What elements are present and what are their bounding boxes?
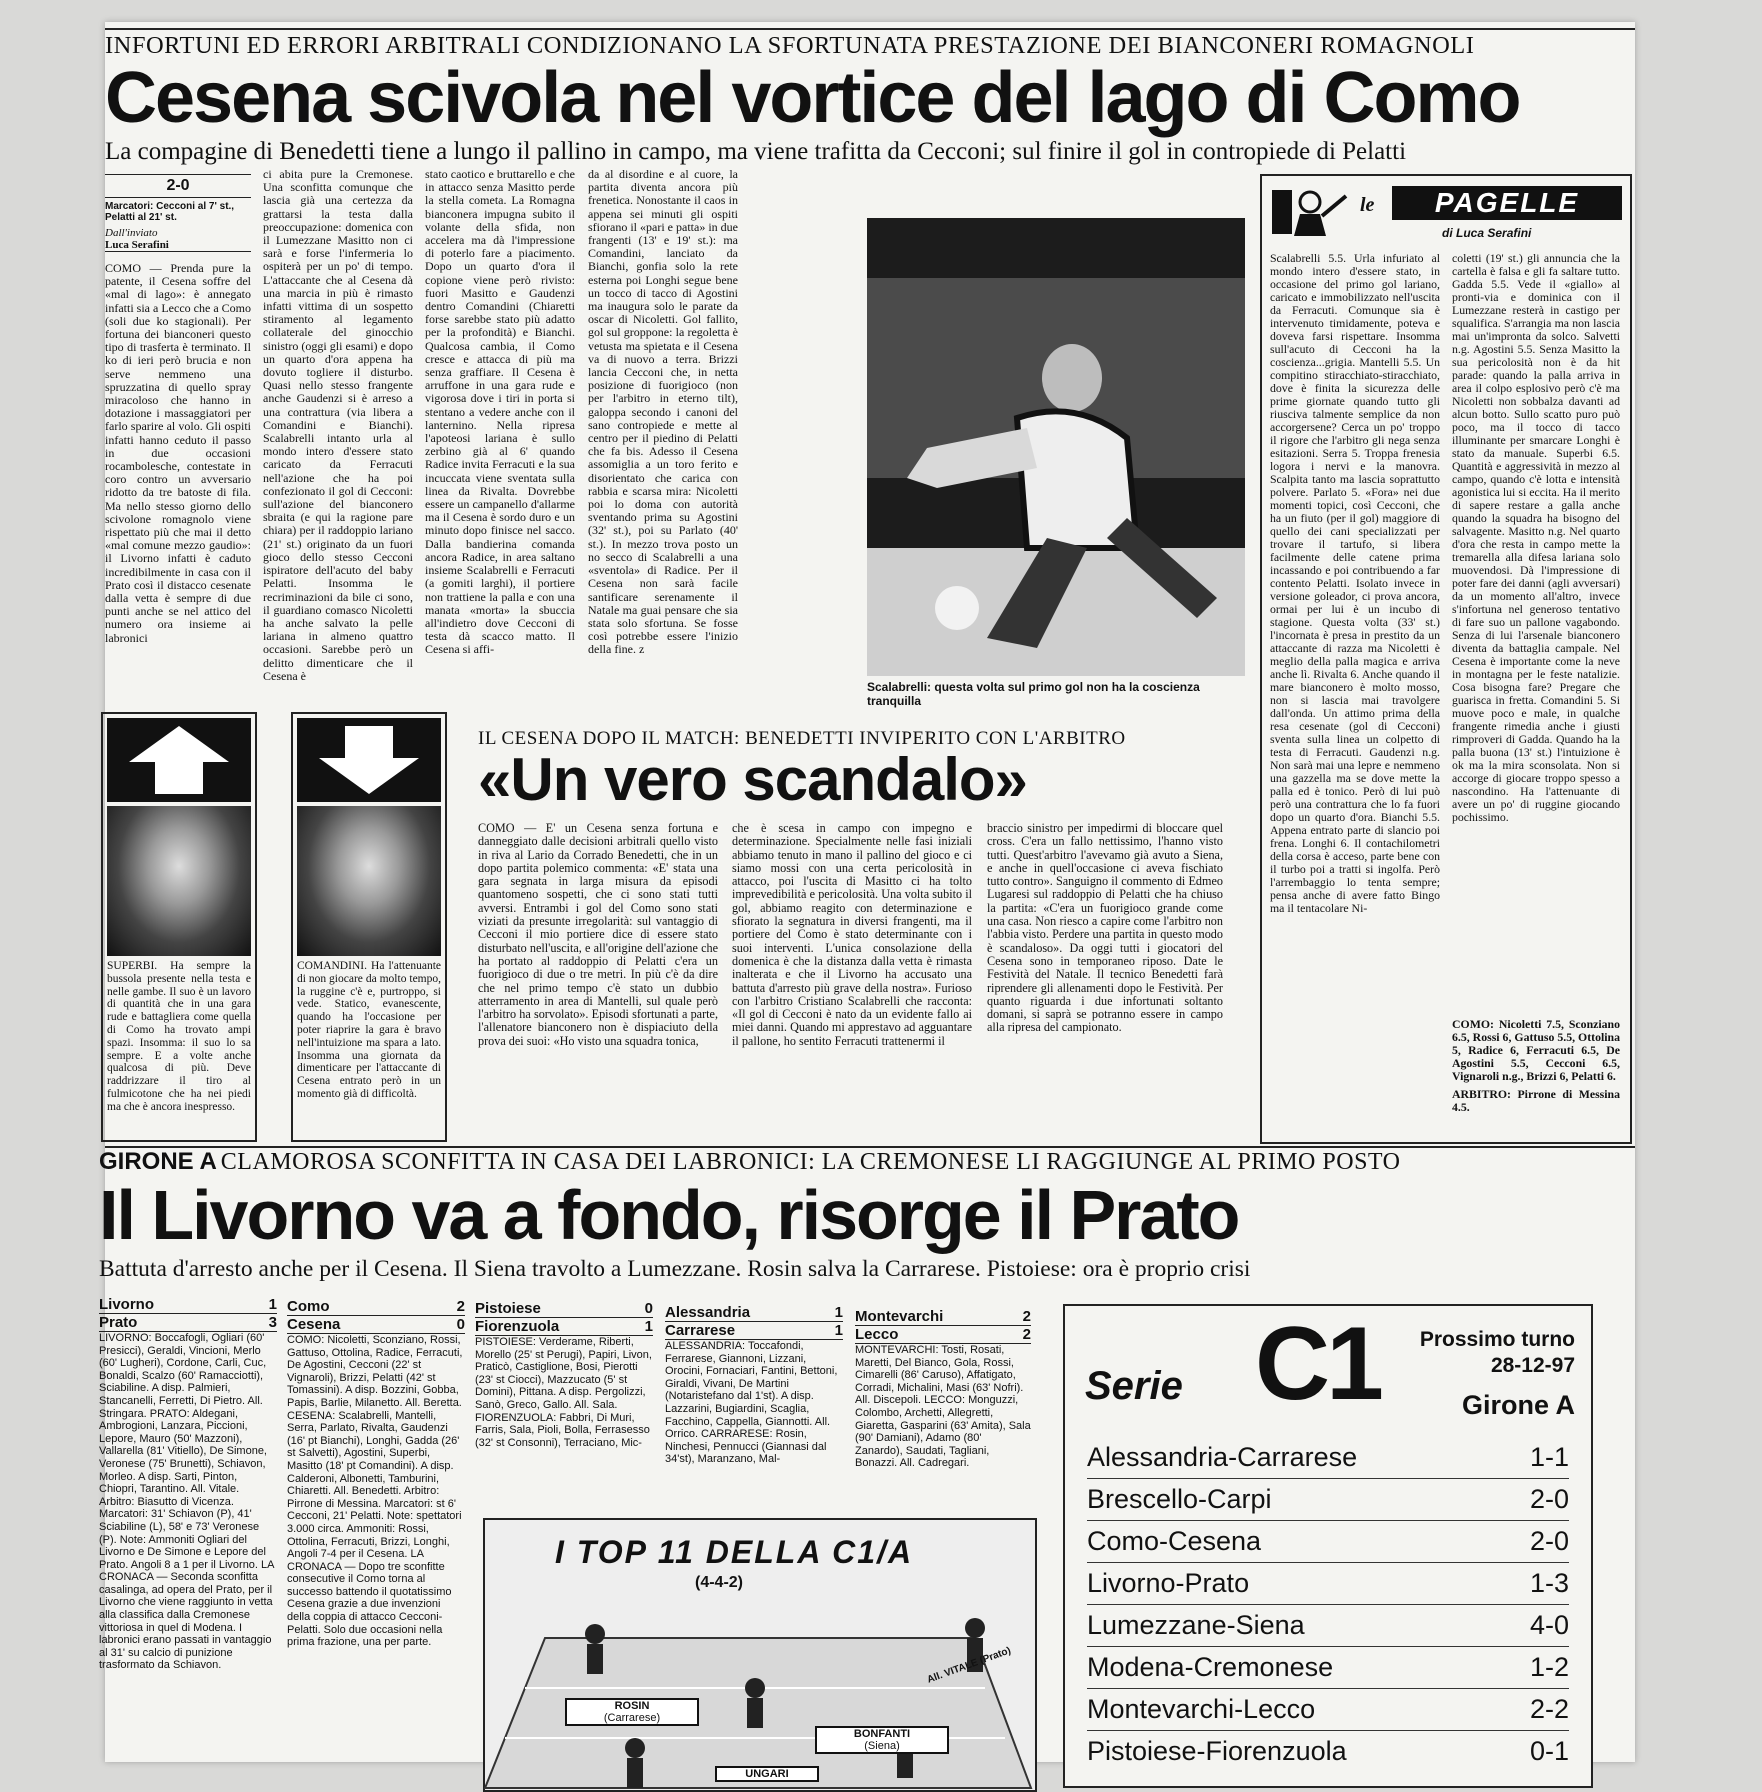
article1-column-1: COMO — Prenda pure la patente, il Cesena soffre del «mal di lago»: è annegato infatti sia a Lecco che a Como (soli due ko stagionali). Per fortuna dei bianconeri questo tipo di trasferta è terminato. Il ko di ieri però brucia e non serve nemmeno una spruzzatina di quello spray miracoloso che hanno in dotazione i massaggiatori per farlo sparire al volo. Gli ospiti infatti hanno ceduto il passo in due occasioni rocambolesche, contestate in coro contro un avversario ridotto da tre batoste di fila. Ma nello stesso giorno dello scivolone romagnolo viene rispettato più che mai il detto «mal comune mezzo gaudio»: il Livorno infatti è caduto incredibilmente in casa con il Prato così il distacco cesenate dalla vetta è sempre di due punti anche se nel attico del numero ora insieme ai labronici [105, 261, 251, 645]
dateline: Dall'inviato [105, 227, 158, 239]
girone-title: Girone A [1461, 1390, 1575, 1420]
article1-column-4: da al disordine e al cuore, la partita diventa ancora più frenetica. Nonostante il caos in appena sei minuti gli ospiti sfiorano il «pari e patta» in due frangenti (13' e 19' st.): ma Comandini, lanciato da Bianchi, gonfia solo la rete esterna poi Longhi segue bene un tocco di tacco di Agostini ma inaugura solo le parate da oscar di Nicoletti. Gol fallito, gol sul groppone: la regoletta è vetusta ma spietata e il Cesena va di nuovo a terra. Brizzi lancia Cecconi che, in netta posizione di fuorigioco (non per l'arbitro in eterno tilt), galoppa secondo i canoni del sano contropiede e mette al centro per il piedino di Pelatti che fa bis. Adesso il Cesena assomiglia a un toro ferito e disorientato che carica con rabbia e scarsa mira: Nicoletti poi lo doma con autorità sventando prima su Agostini (32' st.), poi su Parlato (40' st.). In mezzo trova posto un no secco di Scalabrelli a una «sventola» di Radice. Per il Cesena non sarà facile santificare serenamente il Natale ma guai pensare che sia stata solo sfortuna. Se fosse così potrebbe essere l'inizio della fine. z [588, 167, 738, 657]
pagelle-arbitro-rating: ARBITRO: Pirrone di Messina 4.5. [1452, 1087, 1620, 1114]
article2-headline: «Un vero scandalo» [478, 746, 1027, 813]
match-como-cesena [287, 1298, 465, 1764]
top11-formation: (4-4-2) [695, 1574, 744, 1591]
article1-deck: La compagine di Benedetti tiene a lungo il pallino in campo, ma viene trafitta da Cecconi; sul finire il gol in contropiede di Pelatti [105, 138, 1407, 165]
match-report: COMO: Nicoletti, Sconziano, Rossi, Gattuso, Ottolina, Radice, Ferracuti, De Agostini, Cecconi (22' st Vignaroli), Brizzi, Pelatti (42' st Tomassini). A disp. Bozzini, Gobba, Papis, Barlie, Milanetto. All. Beretta. CESENA: Scalabrelli, Mantelli, Serra, Parlato, Rivalta, Gaudenzi (16' pt Bianchi), Longhi, Gadda (26' st Salvetti), Agostini, Superbi, Masitto (18' pt Comandini). A disp. Calderoni, Albonetti, Tamburini, Chiaretti. All. Benedetti. Arbitro: Pirrone di Messina. Marcatori: st 6' Cecconi, 21' Pelatti. Note: spettatori 3.000 circa. Ammoniti: Rossi, Ottolina, Ferracuti, Brizzi, Longhi, Angoli 7-4 per il Cesena. LA CRONACA — Dopo tre sconfitte consecutive il Como torna al successo battendo il quotatissimo Cesena grazie a due invenzioni della coppia di attacco Cecconi-Pelatti. Solo due occasioni nella prima frazione, una per parte. [287, 1334, 463, 1649]
article1-kicker: INFORTUNI ED ERRORI ARBITRALI CONDIZIONANO LA SFORTUNATA PRESTAZIONE DEI BIANCONERI ROMAGNOLI [105, 32, 1475, 59]
goalkeeper-figure-icon [867, 218, 1245, 676]
result-row: Alessandria-Carrarese 1-1 [1087, 1438, 1569, 1479]
match-alessandria-carrarese [665, 1304, 843, 1530]
newspaper-page [99, 22, 1635, 1780]
top11-coach: All. VITALE (Prato) [925, 1645, 1013, 1686]
comandini-caption: COMANDINI. Ha l'attenuante di non giocare da molto tempo, la ruggine c'è e, purtroppo, si vede. Statico, evanescente, quando ha l'occasione per poter riaprire la gara è bravo nell'intuizione ma spara a lato. Insomma una giornata da dimenticare per l'attaccante di Cesena entrato però in un momento già di difficoltà. [297, 960, 441, 1100]
comandini-portrait [297, 806, 441, 956]
match-team2-row: Cesena 0 [287, 1316, 465, 1333]
results-box [1063, 1304, 1593, 1788]
pagelle-title-prefix: le [1360, 194, 1375, 216]
superbi-portrait [107, 806, 251, 956]
referee-cartoon-icon [1270, 186, 1350, 238]
pagelle-byline: di Luca Serafini [1442, 226, 1532, 240]
arrow-up-icon [107, 718, 251, 802]
result-row: Brescello-Carpi 2-0 [1087, 1480, 1569, 1521]
match-team2-row: Carrarese 1 [665, 1322, 843, 1339]
byline: Luca Serafini [105, 239, 251, 252]
article2-kicker: IL CESENA DOPO IL MATCH: BENEDETTI INVIPERITO CON L'ARBITRO [478, 728, 1126, 749]
article2-column-3: braccio sinistro per impedirmi di bloccare quel cross. C'era un fallo nettissimo, l'hanno visto tutti. Quest'arbitro l'avevamo già avuto a Siena, e anche in quell'occasione ci aveva fischiato tutto contro». Sanguigno il commento di Edmeo Lugaresi sul raddoppio di Pelatti che ha chiuso la partita: «C'era un fuorigioco grande come una casa. Non riesco a capire come l'arbitro non l'abbia visto. Perdere una partita in questo modo è scandaloso». Da oggi tutti i giocatori del Cesena sono in temporaneo riposo. Date le Festività del Natale. Il tecnico Benedetti farà riprendere gli allenamenti dopo le Festività. Per quanto riguarda i due infortunati soltanto domani, si saprà se potranno essere in campo alla ripresa del campionato. [987, 821, 1223, 1035]
serie-label: Serie [1085, 1364, 1183, 1408]
top11-player-card: ROSIN (Carrarese) [565, 1698, 699, 1726]
superbi-caption: SUPERBI. Ha sempre la bussola presente nella testa e nelle gambe. Il suo è un lavoro di quantità che in una gara rude e battagliera come quella di Como ha trovato ampi spazi. Insomma: il suo lo sa sempre. E a volte anche qualcosa di più. Deve raddrizzare il tiro al fulmicotone che ha nei piedi ma che è ancora inespresso. [107, 960, 251, 1113]
match-report: MONTEVARCHI: Tosti, Rosati, Maretti, Del Bianco, Gola, Rossi, Cimarelli (86' Caruso), Affatigato, Corradi, Michalini, Masi (63' Nofri). All. Discepoli. LECCO: Monguzzi, Colombo, Archetti, Allegretti, Giaretta, Gasparini (63' Amita), Sala (90' Damiani), Adamo (80' Zanardo), Saudati, Tagliani, Bonazzi. All. Cadregari. [855, 1344, 1031, 1470]
photo-caption: Scalabrelli: questa volta sul primo gol non ha la coscienza tranquilla [867, 680, 1200, 708]
match-team1-row: Pistoiese 0 [475, 1300, 653, 1317]
superbi-box [101, 712, 257, 1142]
top11-player-card: UNGARI [715, 1766, 819, 1782]
article3-deck: Battuta d'arresto anche per il Cesena. Il Siena travolto a Lumezzane. Rosin salva la Carrarese. Pistoiese: ora è proprio crisi [99, 1256, 1251, 1282]
match-team1-row: Livorno 1 [99, 1296, 277, 1313]
article3-headline: Il Livorno va a fondo, risorge il Prato [99, 1176, 1239, 1254]
match-team2-row: Prato 3 [99, 1314, 277, 1331]
match-team1-row: Como 2 [287, 1298, 465, 1315]
article1-info-box [105, 174, 251, 252]
up-arrow-panel [107, 718, 251, 802]
next-round-date: 28-12-97 [1490, 1354, 1575, 1377]
match-team1-row: Montevarchi 2 [855, 1308, 1031, 1325]
result-row: Livorno-Prato 1-3 [1087, 1564, 1569, 1605]
girone-label: GIRONE A [99, 1148, 217, 1175]
football-pitch-icon [485, 1598, 1031, 1788]
result-row: Pistoiese-Fiorenzuola 0-1 [1087, 1736, 1569, 1766]
article1-column-2: ci abita pure la Cremonese. Una sconfitta comunque che lascia già una certezza da grattarsi la testa dalla preoccupazione: domenica con il Lumezzane Masitto non ci sarà e forse l'infermeria lo ospiterà per un po' di tempo. L'attaccante che al Cesena dà una marcia in più è rimasto infatti vittima di un sospetto stiramento al legamento collaterale del ginocchio sinistro (oggi gli esami) e dopo un quarto d'ora appena ha dovuto togliere il disturbo. Quasi nello stesso frangente anche Gaudenzi si è arreso a una contrattura (via libera a Comandini e Bianchi). Scalabrelli intanto urla al mondo intero d'essere stato caricato da Ferracuti nell'azione che ha poi confezionato il gol di Cecconi: sull'azione del bianconero sbraita (e qui la ragione pare chiara) per il raddoppio lariano (21' st.) originato da un fuori gioco dello stesso Cecconi ispiratore dell'acuto del baby Pelatti. Insomma le recriminazioni da bile ci sono, il guardiano comasco Nicoletti ha anche salvato la pelle lariana in almeno quattro occasioni. Sarebbe però un delitto dimenticare che il Cesena è [263, 167, 413, 683]
pagelle-column-1: Scalabrelli 5.5. Urla infuriato al mondo intero d'essere stato, in occasione del primo gol lariano, caricato e immobilizzato nell'uscita da Ferracuti. Comunque sia è intervenuto timidamente, poteva e doveva farsi rispettare. Insomma sull'acuto di Cecconi ha la coscienza...grigia. Mantelli 5.5. Un compitino stiracchiato-stiracchiato, dove è finita la sicurezza delle prime giornate quando tutto gli riusciva talmente semplice da non accorgersene? Cerca un po' troppo il rigore che l'arbitro gli nega senza esitazioni. Serra 5. Troppa frenesia logora i nervi e la manovra. Scalpita tanto ma lascia soprattutto polvere. Parlato 5. «Fora» nei due momenti topici, così Cecconi, che ha un fiuto (per il gol) maggiore di quello dei cani specializzati per trovare il tartufo, si libera facilmente delle catene prima incassando e poi contribuendo a far contento Pelatti. Isolato invece in versione goleador, ci prova ancora, ormai per lui è un incubo di stagione. Questa volta (33' st.) l'incornata è presa in prestito da un attaccante di razza ma Nicoletti è meglio della palla magica e arriva anche lì. Rivalta 6. Anche quando il mare bianconero è molto mosso, non si lascia mai travolgere dall'onda. Un attimo prima della resa cesenate (gol di Cecconi) sventa sulla linea un colpetto di testa di Ferracuti. Gaudenzi n.g. Non sarà mai una lepre e nemmeno una gazzella ma se dove mette la palla ed è tonico. Però di lui può però una contrattura che lo fa fuori dopo un quarto d'ora. Bianchi 5.5. Appena entrato parte di slancio poi frena. Longhi 6. Il contachilometri della corsa è acceso, parte bene con il turbo poi a tratti si ingolfa. Però l'arrembaggio lo tenta sempre; pensa anche di avere fatto Bingo ma il tentacolare Ni- [1270, 251, 1440, 915]
article2-column-2: che è scesa in campo con impegno e determinazione. Specialmente nelle fasi iniziali abbiamo tenuto in mano il pallino del gioco e ci siamo mossi con una certa pericolosità in attacco, poi l'uscita di Masitto ci ha tolto imprevedibilità e pericolosità. Una volta subito il gol, abbiamo reagito con determinazione e sfiorato la segnatura in diversi frangenti, ma il portiere del Como è stato determinante con i suoi interventi. L'unica consolazione della domenica è che la distanza dalla vetta è rimasta inalterata e che il Livorno ha accusato una battuta d'arresto più grave della nostra». Furioso con l'arbitro Cristiano Scalabrelli che racconta: «Il gol di Cecconi è nato da un evidente fallo ai miei danni. Quando mi apprestavo ad agguantare il pallone, ho sentito Ferracuti trattenermi il [732, 821, 972, 1048]
next-round-label: Prossimo turno [1419, 1328, 1575, 1351]
article2-column-1: COMO — E' un Cesena senza fortuna e danneggiato dalle decisioni arbitrali quello visto in riva al Lario da Corrado Benedetti, che in un dopo partita polemico commenta: «E' stata una gara segnata in larga misura da episodi quantomeno sospetti, che ci sono stati tutti avversi. Entrambi i gol del Como sono stati viziati da presunte irregolarità: sul vantaggio di Cecconi il mio portiere dice di essere stato disturbato nell'uscita, e all'origine dell'azione che ha portato al raddoppio di Pelatti c'era un fuorigioco di due o tre metri. In più c'è da dire che nel primo tempo c'è stato un dubbio atterramento in area di Mantelli, sul quale però l'arbitro ha sorvolato». Episodi sfortunati a parte, l'allenatore bianconero non è dispiaciuto della prova dei suoi: «Ho visto una squadra tonica, [478, 821, 718, 1048]
match-pistoiese-fiorenzuola [475, 1300, 653, 1532]
match-team1-row: Alessandria 1 [665, 1304, 843, 1321]
match-team2-row: Lecco 2 [855, 1326, 1031, 1343]
arrow-down-icon [297, 718, 441, 802]
top11-title: I TOP 11 DELLA C1/A [555, 1534, 914, 1570]
top11-player-card: BONFANTI (Siena) [815, 1726, 949, 1754]
top11-graphic [483, 1518, 1037, 1792]
result-row: Montevarchi-Lecco 2-2 [1087, 1690, 1569, 1731]
article1-column-3: stato caotico e bruttarello e che in attacco senza Masitto perde la stella cometa. La Romagna bianconera impugna subito il volante della sfida, non accelera ma dà l'impressione di poterlo fare a piacimento. Dopo un quarto d'ora il copione viene però rivisto: fuori Masitto e Gaudenzi dentro Comandini (Chiaretti forse sarebbe stato più adatto per la profondità) e Bianchi. Qualcosa cambia, il Como cresce e attacca di più ma senza graffiare. Il Cesena è arruffone in una gara rude e vigorosa dove i tiri in porta si stentano a vedere anche con il lanternino. Nella ripresa l'apoteosi lariana è sullo zerbino già al 6' quando Radice invita Ferracuti e la sua incuccata viene sventata sulla linea da Rivalta. Dovrebbe essere un campanello d'allarme ma il Cesena è sordo duro e un minuto dopo finisce nel sacco. Dalla bandierina comanda ancora Radice, in area saltano insieme Scalabrelli e Ferracuti (a gomiti larghi), il portiere non trattiene la palla e con una manata «morta» la sbuccia all'indietro dove Cecconi di testa dà scacco matto. Il Cesena si affi- [425, 167, 575, 657]
score-line: 2-0 [105, 174, 251, 198]
article3-kicker-line [99, 1148, 1400, 1176]
pagelle-column-2: coletti (19' st.) gli annuncia che la cartella è falsa e gli fa saltare tutto. Gadda 5.5. Vede il «giallo» al pronti-via e dominica con il Lumezzane resterà in castigo per squalifica. S'arrangia ma non lascia mai un'impronta da solco. Salvetti n.g. Agostini 5.5. Senza Masitto la sua pericolosità non è da hit parade: quando la palla arriva in area il colpo esplosivo però c'è ma Nicoletti non sobbalza davanti ad alcun botto. Sullo scatto puro può poco, ma il tocco di tacco illuminante per smarcare Longhi è stato da manuale. Superbi 6.5. Quantità e aggressività in mezzo al campo, quando c'è lotta e intensità agonistica lui si eccita. Ha il merito di sapere restare a galla anche quando la squadra ha bisogno del salvagente. Masitto n.g. Nel quarto d'ora che resta in campo mette la tremarella alla difesa lariana solo muovendosi. Dà l'impressione di poter fare dei danni (agli avversari) da un momento all'altro, invece s'infortuna nel generoso tentativo di fare suo un pallone vagabondo. Senza di lui l'arsenale bianconero diventa da battaglia campale. Nel Cesena è importante come la neve in montagna per le feste natalizie. Cosa bisogna fare? Pregare che guarisca in fretta. Comandini 5. Si muove poco e male, in qualche frangente rimedia anche i giusti rimproveri di Gadda. Quando ha la palla buona (13' st.) l'intuizione è ok ma la mira sconsolata. Non si accorge di giocare troppo spesso a nascondino. Ha l'attenuante di avere un po' di ruggine giocando pochissimo. [1452, 251, 1620, 824]
down-arrow-panel [297, 718, 441, 802]
pagelle-logo [1270, 186, 1350, 238]
league-label: C1 [1255, 1306, 1380, 1422]
pagelle-column-2-wrap [1452, 252, 1620, 1128]
article3-kicker: CLAMOROSA SCONFITTA IN CASA DEI LABRONICI: LA CREMONESE LI RAGGIUNGE AL PRIMO POSTO [220, 1149, 1401, 1175]
match-report: LIVORNO: Boccafogli, Ogliari (60' Presicci), Geraldi, Vincioni, Merlo (60' Lugheri), Cordone, Carli, Cuc, Bonaldi, Scalzo (60' Ramacciotti), Sciabiline. A disp. Palmieri, Stancanelli, Ferretti, Di Pietro. All. Stringara. PRATO: Aldegani, Ambrogioni, Lanzara, Piccioni, Lepore, Mauro (50' Mazzoni), Vallarella (81' Vitiello), De Simone, Veronese (75' Brunetti), Schiavon, Morleo. A disp. Sarti, Pinton, Chiopri, Tarantino. All. Vitale. Arbitro: Biasutto di Vicenza. Marcatori: 31' Schiavon (P), 41' Sciabiline (L), 58' e 73' Veronese (P). Note: Ammoniti Ogliari del Livorno e De Simone e Lepore del Prato. Angoli 8 a 1 per il Livorno. LA CRONACA — Seconda sconfitta casalinga, ad opera del Prato, per il Livorno che viene raggiunto in vetta alla classifica dalla Cremonese vittoriosa in quel di Modena. I labronici erano passati in vantaggio al 31' su calcio di punizione trasformato da Schiavon. [99, 1332, 274, 1672]
comandini-box [291, 712, 447, 1142]
pagelle-como-ratings: COMO: Nicoletti 7.5, Sconziano 6.5, Rossi 6, Gattuso 5.5, Ottolina 5, Radice 6, Ferracuti 6.5, De Agostini 5.5, Cecconi 6.5, Vignaroli n.g., Brizzi 6, Pelatti 6. [1452, 1017, 1620, 1083]
pagelle-box [1260, 174, 1632, 1144]
result-row: Lumezzane-Siena 4-0 [1087, 1606, 1569, 1647]
match-team2-row: Fiorenzuola 1 [475, 1318, 653, 1335]
pagelle-title: PAGELLE [1392, 186, 1622, 220]
match-photo [867, 218, 1245, 676]
match-montevarchi-lecco [855, 1308, 1031, 1530]
scorers-line: Marcatori: Cecconi al 7' st., Pelatti al 21' st. [105, 201, 235, 223]
article1-headline: Cesena scivola nel vortice del lago di Como [105, 58, 1520, 138]
result-row: Modena-Cremonese 1-2 [1087, 1648, 1569, 1689]
result-row: Como-Cesena 2-0 [1087, 1522, 1569, 1563]
top-rule [105, 28, 1635, 30]
match-livorno-prato [99, 1296, 277, 1762]
match-report: PISTOIESE: Verderame, Riberti, Morello (25' st Perugi), Papiri, Livon, Praticò, Castiglione, Bosi, Pierotti (23' st Ciocci), Mazzucato (5' st Domini), Pittana. A disp. Pergolizzi, Sanò, Greco, Gallo. All. Sala. FIORENZUOLA: Fabbri, Di Muri, Farris, Sala, Pioli, Bolla, Ferrasesso (32' st Consonni), Terraciano, Mic- [475, 1336, 652, 1449]
match-report: ALESSANDRIA: Toccafondi, Ferrarese, Giannoni, Lizzani, Orocini, Fornaciari, Fantini, Bettoni, Giraldi, Vivani, De Martini (Notaristefano dal 1'st). A disp. Lazzarini, Bugiardini, Scaglia, Facchino, Cappella, Giannotti. All. Orrico. CARRARESE: Rosin, Ninchesi, Pennucci (Giannasi dal 34'st), Maranzano, Mal- [665, 1340, 838, 1466]
